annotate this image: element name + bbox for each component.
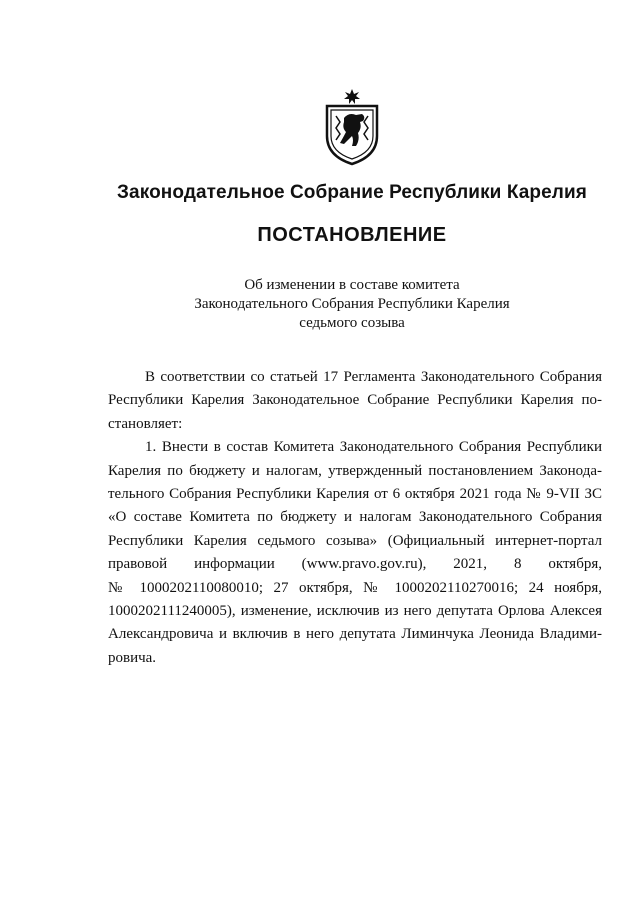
text-line: становляет: [108, 415, 183, 432]
text-line: ровича. [108, 649, 157, 666]
text-line: 1. Внести в состав Комитета Законодательного Собрания Республики [145, 439, 602, 456]
document-body [108, 366, 602, 670]
subject-line: седьмого созыва [299, 315, 405, 331]
paragraph-preamble [108, 366, 602, 436]
text-line: 1000202111240005), изменение, исключив из него депутата Орлова Алексея [108, 603, 602, 620]
subject-line: Законодательного Собрания Республики Карелия [194, 296, 510, 312]
text-line: Республики Карелия седьмого созыва» (Официальный интернет-портал [108, 532, 602, 549]
text-line: Республики Карелия Законодательное Собрание Республики Карелия по- [108, 392, 602, 409]
paragraph-item-1 [108, 436, 602, 670]
text-line: правовой информации (www.pravo.gov.ru), 2021, 8 октября, [108, 556, 602, 573]
text-line: «О составе Комитета по бюджету и налогам Законодательного Собрания [108, 509, 602, 526]
text-line: Александровича и включив в него депутата Лиминчука Леонида Владими- [108, 626, 602, 643]
document-type-title: ПОСТАНОВЛЕНИЕ [257, 224, 447, 246]
document-subject [0, 276, 640, 333]
organization-name: Законодательное Собрание Республики Карелия [117, 182, 587, 203]
subject-line: Об изменении в составе комитета [244, 277, 460, 293]
text-line: Карелия по бюджету и налогам, утвержденный постановлением Законода- [108, 462, 602, 479]
karelia-coat-of-arms-icon [322, 88, 382, 166]
text-line: В соответствии со статьей 17 Регламента Законодательного Собрания [145, 369, 602, 385]
text-line: № 1000202110080010; 27 октября, № 1000202110270016; 24 ноября, [108, 579, 602, 596]
text-line: тельного Собрания Республики Карелия от 6 октября 2021 года № 9-VII ЗС [108, 486, 602, 503]
